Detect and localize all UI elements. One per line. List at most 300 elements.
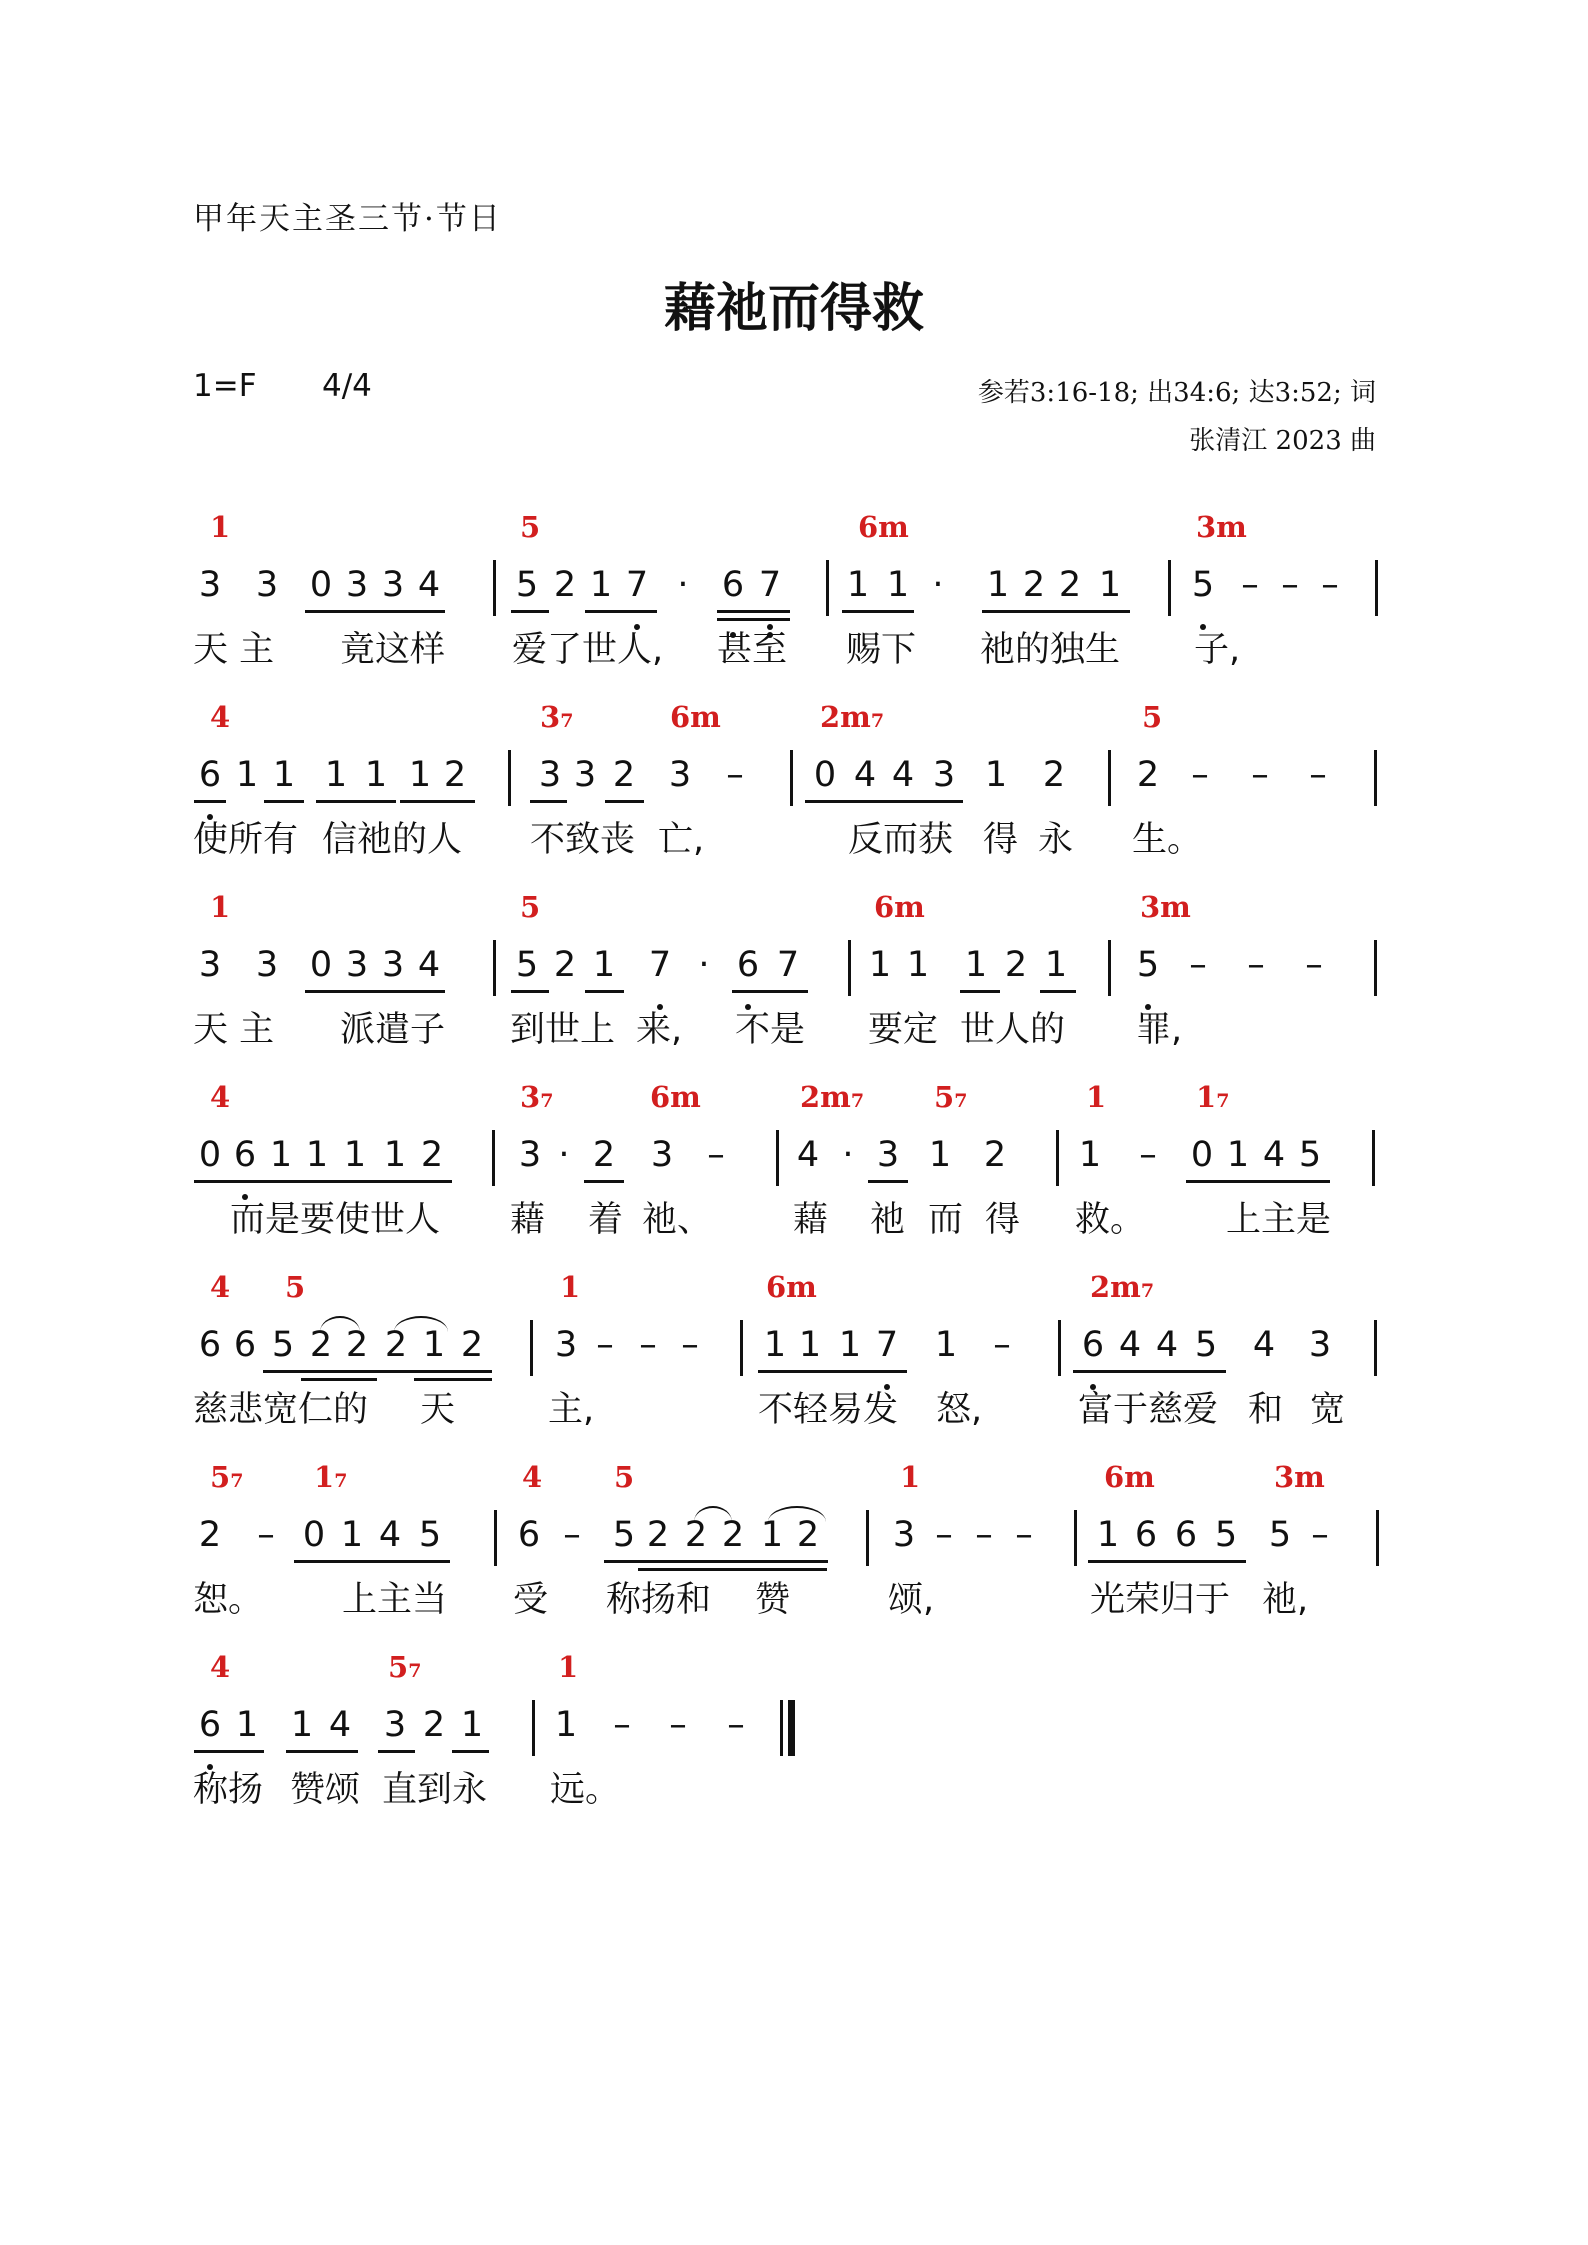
duration-underline — [604, 1560, 828, 1563]
note: 3 — [345, 565, 369, 605]
chord-root: 2m — [800, 1080, 851, 1114]
note: – — [1281, 565, 1299, 605]
note: 1 — [846, 565, 870, 605]
chord-quality: 7 — [850, 1090, 865, 1112]
note: 1 — [364, 755, 388, 795]
note: 5 — [612, 1515, 636, 1555]
duration-underline — [511, 610, 549, 613]
barline — [494, 1510, 497, 1566]
note: 5 — [1194, 1325, 1218, 1365]
lyric: 甚至 — [717, 630, 788, 670]
note: 2 — [309, 1325, 333, 1365]
duration-underline — [377, 1370, 492, 1373]
chord-root: 5 — [614, 1460, 635, 1494]
note: – — [1241, 565, 1259, 605]
lyric: 亡, — [658, 820, 705, 860]
note: 4 — [796, 1135, 820, 1175]
lyric: 远。 — [550, 1770, 621, 1810]
note: 3 — [892, 1515, 916, 1555]
note: · — [698, 945, 710, 985]
lyric: 天 主 — [193, 1010, 275, 1050]
chord-symbol — [210, 700, 230, 734]
lyric: 祂的独生 — [980, 630, 1121, 670]
chord-root: 3m — [1274, 1460, 1325, 1494]
note: 1 — [269, 1135, 293, 1175]
lyric: 祂、 — [642, 1200, 713, 1240]
note: – — [1311, 1515, 1329, 1555]
note: 5 — [1268, 1515, 1292, 1555]
note: 3 — [932, 755, 956, 795]
note: 1 — [886, 565, 910, 605]
note: 2 — [796, 1515, 820, 1555]
lyric: 不是 — [735, 1010, 806, 1050]
barline — [1108, 750, 1111, 806]
duration-underline — [585, 990, 624, 993]
lyric: 上主是 — [1226, 1200, 1332, 1240]
lyric: 祂, — [1262, 1580, 1309, 1620]
score-system — [0, 1080, 1588, 1270]
chord-root: 2m — [1090, 1270, 1141, 1304]
note: 6 — [517, 1515, 541, 1555]
note: 0 — [198, 1135, 222, 1175]
lyric: 天 主 — [193, 630, 275, 670]
note: 2 — [198, 1515, 222, 1555]
chord-symbol — [520, 1080, 553, 1114]
note: 6 — [721, 565, 745, 605]
lyric: 上主当 — [342, 1580, 448, 1620]
chord-symbol — [1142, 700, 1162, 734]
note: 1 — [1226, 1135, 1250, 1175]
note: 7 — [648, 945, 672, 985]
chord-symbol — [1196, 510, 1247, 544]
chord-quality: 7 — [540, 1090, 554, 1112]
note: 6 — [736, 945, 760, 985]
lyric: 主, — [548, 1390, 595, 1430]
chord-root: 1 — [1086, 1080, 1107, 1114]
note: – — [1321, 565, 1339, 605]
duration-underline — [194, 800, 226, 803]
barline — [790, 750, 793, 806]
lyric: 宽 — [1310, 1390, 1346, 1430]
chord-root: 1 — [314, 1460, 335, 1494]
chord-quality: 7 — [334, 1470, 348, 1492]
lyricist-credit: 参若3:16-18; 出34:6; 达3:52; 词 — [977, 378, 1376, 408]
note: 0 — [1190, 1135, 1214, 1175]
lyric: 爱了世人, — [512, 630, 664, 670]
chord-quality: 7 — [870, 710, 885, 732]
chord-root: 1 — [558, 1650, 579, 1684]
lyric: 赞 — [755, 1580, 791, 1620]
note: 2 — [460, 1325, 484, 1365]
song-title: 藉祂而得救 — [663, 279, 924, 339]
note: 5 — [1298, 1135, 1322, 1175]
chord-root: 6m — [858, 510, 909, 544]
note: 3 — [668, 755, 692, 795]
chord-root: 4 — [522, 1460, 543, 1494]
lyric: 直到永 — [382, 1770, 488, 1810]
duration-underline — [263, 1370, 377, 1373]
note: 4 — [891, 755, 915, 795]
lyric: 和 — [1248, 1390, 1284, 1430]
chord-symbol — [858, 510, 909, 544]
lyric: 光荣归于 — [1090, 1580, 1231, 1620]
duration-underline-double — [301, 1378, 377, 1381]
chord-root: 5 — [388, 1650, 409, 1684]
note: – — [639, 1325, 657, 1365]
note: 0 — [309, 945, 333, 985]
note: 3 — [381, 945, 405, 985]
duration-underline — [265, 1180, 337, 1183]
note: 3 — [573, 755, 597, 795]
lyric: 罪, — [1136, 1010, 1183, 1050]
note: 1 — [305, 1135, 329, 1175]
barline — [532, 1700, 535, 1756]
lyric: 祂 — [870, 1200, 906, 1240]
lyric: 颂, — [888, 1580, 935, 1620]
note: – — [681, 1325, 699, 1365]
slur — [768, 1506, 826, 1522]
note: 1 — [592, 945, 616, 985]
chord-symbol — [800, 1080, 864, 1114]
duration-underline — [758, 1370, 907, 1373]
duration-underline — [585, 610, 657, 613]
note: 1 — [460, 1705, 484, 1745]
chord-root: 3m — [1140, 890, 1191, 924]
note: 2 — [1058, 565, 1082, 605]
note: – — [707, 1135, 725, 1175]
note: 3 — [538, 755, 562, 795]
lyric: 世人的 — [960, 1010, 1066, 1050]
final-barline-thin — [780, 1700, 783, 1756]
note: 2 — [553, 565, 577, 605]
note: 7 — [758, 565, 782, 605]
note: 5 — [1191, 565, 1215, 605]
chord-symbol — [210, 1080, 230, 1114]
note: 3 — [198, 945, 222, 985]
chord-symbol — [388, 1650, 421, 1684]
chord-root: 2m — [820, 700, 871, 734]
note: 1 — [235, 1705, 259, 1745]
note: 2 — [1042, 755, 1066, 795]
chord-symbol — [650, 1080, 701, 1114]
note: 4 — [1262, 1135, 1286, 1175]
lyric: 使所有 — [193, 820, 299, 860]
note: 2 — [422, 1705, 446, 1745]
note: 4 — [1118, 1325, 1142, 1365]
note: · — [932, 565, 944, 605]
duration-underline — [1186, 1180, 1330, 1183]
barline — [1374, 940, 1377, 996]
lyric: 要定 — [868, 1010, 939, 1050]
note: 7 — [776, 945, 800, 985]
duration-underline — [805, 800, 885, 803]
note: 6 — [1174, 1515, 1198, 1555]
chord-symbol — [766, 1270, 817, 1304]
note: 2 — [646, 1515, 670, 1555]
chord-root: 5 — [520, 510, 541, 544]
chord-symbol — [614, 1460, 634, 1494]
note: 6 — [198, 755, 222, 795]
note: – — [1309, 755, 1327, 795]
chord-root: 1 — [210, 890, 231, 924]
note: 1 — [906, 945, 930, 985]
note: – — [1015, 1515, 1033, 1555]
note: – — [726, 755, 744, 795]
lyric: 生。 — [1132, 820, 1203, 860]
note: 4 — [328, 1705, 352, 1745]
lyric: 子, — [1194, 630, 1241, 670]
barline — [1375, 560, 1378, 616]
duration-underline — [316, 800, 396, 803]
note: 1 — [272, 755, 296, 795]
note: 2 — [1136, 755, 1160, 795]
lyric: 慈悲宽仁的 — [193, 1390, 369, 1430]
barline — [1168, 560, 1171, 616]
note: 3 — [1308, 1325, 1332, 1365]
final-barline-thick — [788, 1700, 795, 1756]
duration-underline — [1040, 990, 1076, 993]
chord-root: 4 — [210, 1270, 231, 1304]
lyric: 而是要使世人 — [230, 1200, 441, 1240]
chord-symbol — [210, 1460, 243, 1494]
lyric: 恕。 — [193, 1580, 264, 1620]
note: – — [935, 1515, 953, 1555]
chord-root: 3 — [520, 1080, 541, 1114]
note: 4 — [1252, 1325, 1276, 1365]
chord-quality: 7 — [1140, 1280, 1155, 1302]
score-system — [0, 510, 1588, 700]
note: – — [1251, 755, 1269, 795]
score-system — [0, 1460, 1588, 1650]
note: 2 — [983, 1135, 1007, 1175]
duration-underline — [1054, 610, 1130, 613]
note: 6 — [198, 1705, 222, 1745]
duration-underline — [264, 800, 304, 803]
chord-symbol — [874, 890, 925, 924]
note: 1 — [235, 755, 259, 795]
lyric: 竟这样 — [340, 630, 446, 670]
note: · — [842, 1135, 854, 1175]
lyric: 称扬和 — [606, 1580, 712, 1620]
lyric: 到世上 — [510, 1010, 616, 1050]
chord-root: 3m — [1196, 510, 1247, 544]
note: 2 — [443, 755, 467, 795]
note: 5 — [515, 565, 539, 605]
chord-root: 5 — [934, 1080, 955, 1114]
note: 1 — [340, 1515, 364, 1555]
duration-underline — [584, 1180, 624, 1183]
note: 3 — [198, 565, 222, 605]
note: 2 — [345, 1325, 369, 1365]
lyric: 着 — [588, 1200, 624, 1240]
note: 1 — [838, 1325, 862, 1365]
note: 3 — [554, 1325, 578, 1365]
duration-underline — [842, 610, 914, 613]
note: 0 — [813, 755, 837, 795]
chord-symbol — [1090, 1270, 1154, 1304]
duration-underline — [305, 610, 445, 613]
note: 1 — [763, 1325, 787, 1365]
note: 3 — [381, 565, 405, 605]
lyric: 天 — [420, 1390, 456, 1430]
note: · — [677, 565, 689, 605]
note: 1 — [868, 945, 892, 985]
chord-symbol — [520, 510, 540, 544]
chord-root: 6m — [766, 1270, 817, 1304]
chord-symbol — [558, 1650, 578, 1684]
chord-symbol — [1104, 1460, 1155, 1494]
note: 2 — [420, 1135, 444, 1175]
note: – — [596, 1325, 614, 1365]
duration-underline-double — [713, 1568, 827, 1571]
duration-underline — [1073, 1370, 1150, 1373]
slur — [320, 1316, 360, 1332]
duration-underline — [400, 800, 475, 803]
note: 5 — [1214, 1515, 1238, 1555]
chord-root: 1 — [210, 510, 231, 544]
chord-root: 3 — [540, 700, 561, 734]
note: 2 — [684, 1515, 708, 1555]
lyric: 而 — [928, 1200, 964, 1240]
chord-symbol — [670, 700, 721, 734]
barline — [530, 1320, 533, 1376]
note: 3 — [518, 1135, 542, 1175]
slur — [394, 1316, 448, 1332]
note: 4 — [417, 565, 441, 605]
note: – — [1139, 1135, 1157, 1175]
note: 6 — [1081, 1325, 1105, 1365]
note: 1 — [964, 945, 988, 985]
note: 6 — [233, 1135, 257, 1175]
barline — [848, 940, 851, 996]
note: 5 — [418, 1515, 442, 1555]
note: 2 — [1022, 565, 1046, 605]
duration-underline — [511, 990, 549, 993]
chord-symbol — [520, 890, 540, 924]
chord-root: 5 — [210, 1460, 231, 1494]
note: – — [1305, 945, 1323, 985]
barline — [1374, 750, 1377, 806]
time-signature: 4/4 — [322, 368, 372, 404]
duration-underline — [530, 800, 567, 803]
note: 3 — [650, 1135, 674, 1175]
barline — [866, 1510, 869, 1566]
note: 1 — [1096, 1515, 1120, 1555]
note: 1 — [383, 1135, 407, 1175]
barline — [1372, 1130, 1375, 1186]
chord-root: 1 — [1196, 1080, 1217, 1114]
barline — [1058, 1320, 1061, 1376]
duration-underline — [732, 990, 808, 993]
note: 1 — [324, 755, 348, 795]
duration-underline — [1150, 1370, 1226, 1373]
chord-root: 4 — [210, 700, 231, 734]
duration-underline — [378, 1750, 415, 1753]
chord-quality: 7 — [1216, 1090, 1230, 1112]
chord-quality: 7 — [560, 710, 574, 732]
slur — [694, 1506, 732, 1522]
lyric: 称扬 — [193, 1770, 264, 1810]
note: 1 — [934, 1325, 958, 1365]
lyric: 赞颂 — [290, 1770, 361, 1810]
note: – — [1247, 945, 1265, 985]
duration-underline — [883, 800, 963, 803]
chord-symbol — [210, 1270, 230, 1304]
duration-underline — [335, 1180, 415, 1183]
note: – — [727, 1705, 745, 1745]
note: 1 — [290, 1705, 314, 1745]
chord-quality: 7 — [408, 1660, 422, 1682]
duration-underline — [415, 1180, 452, 1183]
chord-symbol — [1274, 1460, 1325, 1494]
chord-symbol — [900, 1460, 920, 1494]
chord-symbol — [1140, 890, 1191, 924]
barline — [492, 1130, 495, 1186]
note: 7 — [625, 565, 649, 605]
chord-root: 5 — [285, 1270, 306, 1304]
chord-symbol — [314, 1460, 347, 1494]
chord-symbol — [285, 1270, 305, 1304]
note: 7 — [875, 1325, 899, 1365]
chord-symbol — [1086, 1080, 1106, 1114]
duration-underline — [194, 1750, 264, 1753]
lyric: 不致丧 — [530, 820, 636, 860]
lyric: 不轻易发 — [758, 1390, 899, 1430]
chord-root: 1 — [560, 1270, 581, 1304]
note: 2 — [612, 755, 636, 795]
lyric: 赐下 — [846, 630, 917, 670]
duration-underline — [294, 1560, 450, 1563]
lyric: 信祂的人 — [322, 820, 463, 860]
lyric: 藉 — [793, 1200, 829, 1240]
note: 1 — [343, 1135, 367, 1175]
note: 2 — [384, 1325, 408, 1365]
chord-symbol — [210, 1650, 230, 1684]
chord-root: 5 — [520, 890, 541, 924]
note: 5 — [515, 945, 539, 985]
duration-underline — [982, 610, 1054, 613]
note: 6 — [198, 1325, 222, 1365]
lyric: 反而获 — [848, 820, 954, 860]
barline — [493, 940, 496, 996]
note: – — [975, 1515, 993, 1555]
note: 3 — [383, 1705, 407, 1745]
note: – — [1191, 755, 1209, 795]
note: 2 — [1004, 945, 1028, 985]
note: · — [558, 1135, 570, 1175]
note: 2 — [592, 1135, 616, 1175]
barline — [1108, 940, 1111, 996]
note: 3 — [255, 565, 279, 605]
chord-symbol — [522, 1460, 542, 1494]
duration-underline-double — [638, 1568, 714, 1571]
lyric: 怒, — [936, 1390, 983, 1430]
score-system — [0, 1650, 1588, 1840]
note: 1 — [554, 1705, 578, 1745]
note: – — [993, 1325, 1011, 1365]
score-system — [0, 1270, 1588, 1460]
occasion-label: 甲年天主圣三节·节日 — [193, 201, 502, 237]
note: 1 — [798, 1325, 822, 1365]
note: – — [257, 1515, 275, 1555]
chord-root: 5 — [1142, 700, 1163, 734]
duration-underline — [960, 990, 1000, 993]
lyric: 得 — [983, 820, 1019, 860]
duration-underline — [452, 1750, 489, 1753]
note: 3 — [876, 1135, 900, 1175]
note: – — [613, 1705, 631, 1745]
barline — [508, 750, 511, 806]
